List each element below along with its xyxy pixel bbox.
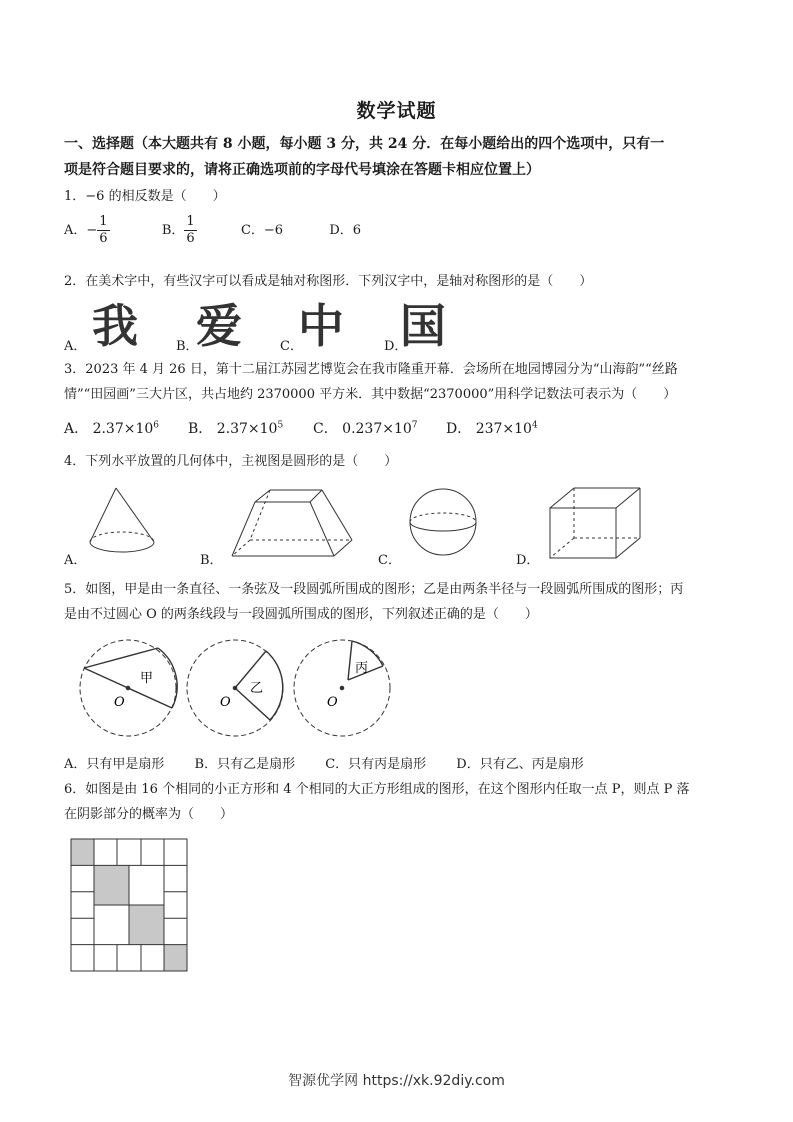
q2-option-b-label: B．: [176, 339, 199, 354]
label-jia: 甲: [140, 671, 154, 686]
center-o-1: O: [114, 695, 125, 710]
q6-grid-figure: [70, 838, 190, 974]
q4-stem: 4．下列水平放置的几何体中，主视图是圆形的是（ ）: [64, 454, 398, 469]
q6-line2: 在阴影部分的概率为（ ）: [64, 807, 234, 822]
shaded-square-1: [71, 839, 94, 865]
q5-options: A．只有甲是扇形 B．只有乙是扇形 C．只有丙是扇形 D．只有乙、丙是扇形: [64, 757, 584, 772]
q2-char-zhong: 中: [298, 299, 344, 353]
q4-option-d-label: D．: [516, 553, 540, 568]
q1-option-b: B． $\frac{1}{6}$: [161, 214, 195, 246]
shaded-square-2: [94, 865, 129, 905]
q2-stem: 2．在美术字中，有些汉字可以看成是轴对称图形．下列汉字中，是轴对称图形的是（ ）: [64, 274, 593, 289]
q5-line1: 5．如图，甲是由一条直径、一条弦及一段圆弧所围成的图形；乙是由两条半径与一段圆弧所围成的图形；丙: [64, 582, 684, 597]
q5-circles-figure: [70, 630, 400, 750]
q4-option-b-label: B．: [200, 553, 223, 568]
center-o-3: O: [327, 695, 338, 710]
section-heading-line1: 一、选择题（本大题共有 8 小题，每小题 3 分，共 24 分．在每小题给出的四个选项中，只有一: [64, 136, 665, 152]
page-title: 数学试题: [356, 100, 437, 122]
footer-watermark: 智源优学网 https://xk.92diy.com: [288, 1073, 505, 1089]
q1-option-a: A．− $\frac{1}{6}$: [64, 214, 108, 246]
q6-line1: 6．如图是由 16 个相同的小正方形和 4 个相同的大正方形组成的图形，在这个图形内任取一点 P，则点 P 落: [64, 782, 690, 797]
q2-option-d-label: D．: [384, 339, 408, 354]
q1-option-c: C．−6: [240, 223, 284, 238]
label-yi: 乙: [250, 681, 264, 696]
q3-option-d: D． $237\times 10^4$: [446, 420, 538, 437]
q3-option-a: A． $2.37\times 10^6$: [64, 420, 160, 437]
q4-option-c-label: C．: [378, 553, 401, 568]
label-bing: 丙: [355, 661, 369, 676]
q5-line2: 是由不过圆心 O 的两条线段与一段圆弧所围成的图形，下列叙述正确的是（ ）: [64, 607, 538, 622]
center-o-2: O: [220, 695, 231, 710]
circle-bing: [294, 640, 390, 736]
q3-option-c: C． $0.237\times 10^7$: [313, 420, 418, 437]
shaded-square-3: [129, 905, 164, 945]
q2-option-c-label: C．: [280, 339, 303, 354]
q2-char-wo: 我: [92, 299, 138, 353]
q1-options: [64, 214, 361, 247]
q1-option-d: D．6: [329, 223, 362, 238]
q3-line2: 情”“田园画”三大片区，共占地约 2370000 平方米．其中数据“2370000”用科学记数法可表示为（ ）: [64, 387, 677, 402]
cone-figure: [90, 488, 154, 552]
sphere-figure: [410, 489, 476, 555]
q2-option-a-label: A．: [64, 339, 87, 354]
q3-option-b: B． $2.37\times 10^5$: [188, 420, 284, 437]
circle-jia: [80, 640, 177, 736]
q4-option-a-label: A．: [64, 553, 87, 568]
frustum-figure: [232, 490, 352, 556]
section-heading-line2: 项是符合题目要求的，请将正确选项前的字母代号填涂在答题卡相应位置上）: [64, 162, 540, 178]
q2-char-guo: 国: [400, 299, 446, 353]
cuboid-figure: [550, 488, 640, 558]
q2-char-ai: 爱: [196, 299, 242, 353]
circle-yi: [187, 640, 283, 736]
shaded-square-4: [164, 945, 187, 971]
q1-stem: 1．−6 的相反数是（ ）: [64, 189, 226, 204]
q3-line1: 3．2023 年 4 月 26 日，第十二届江苏园艺博览会在我市隆重开幕．会场所在地园博园分为“山海韵”“丝路: [64, 362, 678, 377]
